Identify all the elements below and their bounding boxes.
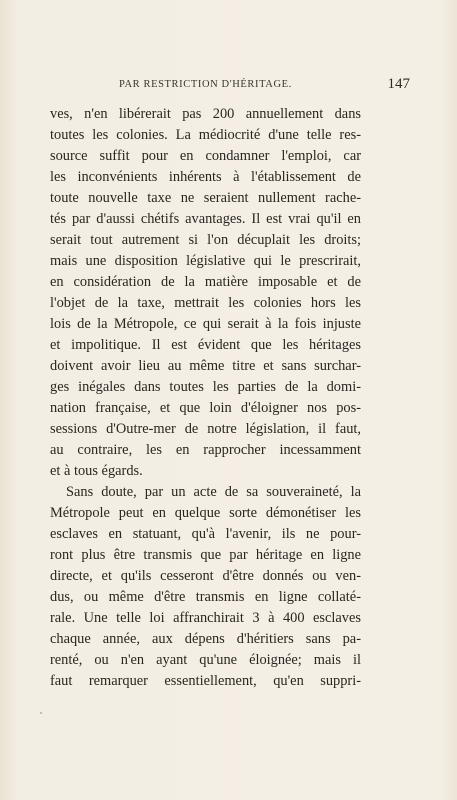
text-line: source suffit pour en condamner l'emploi, car bbox=[50, 148, 361, 164]
text-line: Sans doute, par un acte de sa souveraineté, la bbox=[66, 484, 361, 500]
text-line: mais une disposition législative qui le prescrirait, bbox=[50, 253, 361, 269]
text-line: lois de la Métropole, ce qui serait à la fois injuste bbox=[50, 316, 361, 332]
text-line: directe, et qu'ils cesseront d'être donnés ou ven- bbox=[50, 568, 361, 584]
text-line: chaque année, aux dépens d'héritiers sans pa- bbox=[50, 631, 361, 647]
text-line: sessions d'Outre-mer de notre législation, il faut, bbox=[50, 421, 361, 437]
page-header bbox=[50, 76, 410, 95]
text-line: serait tout autrement si l'on décuplait les droits; bbox=[50, 232, 361, 248]
body-text bbox=[50, 104, 361, 692]
text-line: toutes les colonies. La médiocrité d'une telle res- bbox=[50, 127, 361, 143]
text-line: esclaves en statuant, qu'à l'avenir, ils ne pour- bbox=[50, 526, 361, 542]
text-line: faut remarquer essentiellement, qu'en suppri- bbox=[50, 673, 361, 689]
text-line: au contraire, les en rapprocher incessamment bbox=[50, 442, 361, 458]
text-line: Métropole peut en quelque sorte démonétiser les bbox=[50, 505, 361, 521]
text-line: renté, ou n'en ayant qu'une éloignée; mais il bbox=[50, 652, 361, 668]
text-line: les inconvénients inhérents à l'établissement de bbox=[50, 169, 361, 185]
text-line: et à tous égards. bbox=[50, 463, 143, 479]
text-line: en considération de la matière imposable et de bbox=[50, 274, 361, 290]
text-line: dus, ou même d'être transmis en ligne collaté- bbox=[50, 589, 361, 605]
text-line: nation française, et que loin d'éloigner nos pos- bbox=[50, 400, 361, 416]
text-line: doivent avoir lieu au même titre et sans surchar- bbox=[50, 358, 361, 374]
text-line: ves, n'en libérerait pas 200 annuellement dans bbox=[50, 106, 361, 122]
text-line: ront plus être transmis que par héritage en ligne bbox=[50, 547, 361, 563]
text-line: tés par d'aussi chétifs avantages. Il est vrai qu'il en bbox=[50, 211, 361, 227]
running-head: PAR RESTRICTION D'HÉRITAGE. bbox=[119, 79, 292, 90]
text-line: toute nouvelle taxe ne seraient nullement rache- bbox=[50, 190, 361, 206]
text-line: l'objet de la taxe, mettrait les colonies hors les bbox=[50, 295, 361, 311]
text-line: et impolitique. Il est évident que les héritages bbox=[50, 337, 361, 353]
paper-speck bbox=[40, 712, 42, 714]
text-line: ges inégales dans toutes les parties de la domi- bbox=[50, 379, 361, 395]
page-number: 147 bbox=[387, 76, 410, 92]
text-line: rale. Une telle loi affranchirait 3 à 400 esclaves bbox=[50, 610, 361, 626]
